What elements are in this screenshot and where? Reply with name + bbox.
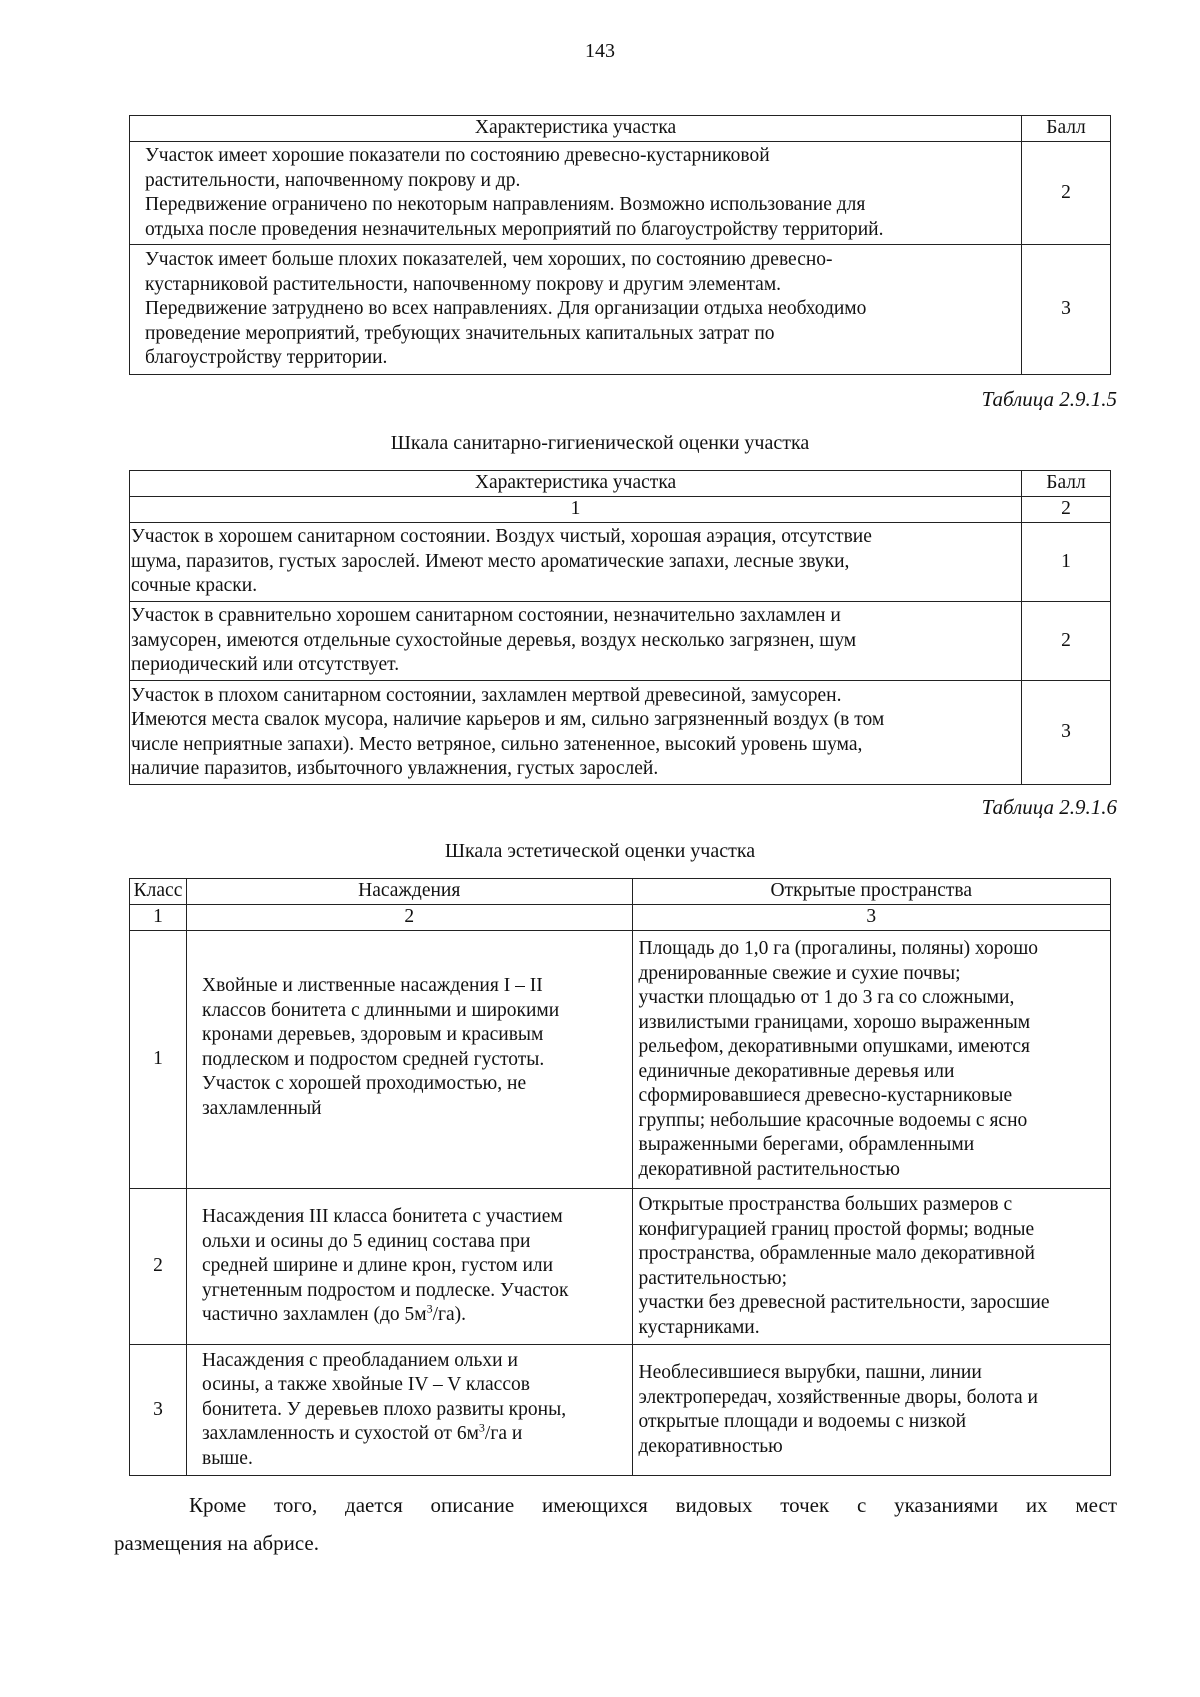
- score-cell: 2: [1022, 602, 1111, 681]
- column-number-row: [130, 497, 1111, 523]
- header-characteristic: Характеристика участка: [130, 471, 1022, 497]
- header-plantings: Насаждения: [186, 879, 632, 905]
- characteristic-cell: Участок в сравнительно хорошем санитарном состоянии, незначительно захламлен и замусорен, имеются отдельные сухостойные деревья, воздух несколько загрязнен, шум периодический или отсутствует.: [130, 602, 1022, 681]
- table-header-row: [130, 116, 1111, 142]
- table-header-row: [130, 471, 1111, 497]
- page-number: 143: [585, 40, 615, 62]
- table-row: [130, 142, 1111, 245]
- table-continuation: [129, 115, 1111, 375]
- plantings-cell: Хвойные и лиственные насаждения I – II классов бонитета с длинными и широкими кронами деревьев, здоровым и красивым подлеском и подростом средней густоты. Участок с хорошей проходимостью, не захламленный: [186, 931, 632, 1189]
- table-row: [130, 245, 1111, 375]
- header-score: Балл: [1022, 471, 1111, 497]
- table-title: Шкала эстетической оценки участка: [444, 840, 756, 862]
- header-open-spaces: Открытые пространства: [632, 879, 1111, 905]
- class-cell: 1: [130, 931, 187, 1189]
- score-cell: 3: [1022, 245, 1111, 375]
- score-cell: 3: [1022, 681, 1111, 785]
- characteristic-cell: Участок имеет хорошие показатели по состоянию древесно-кустарниковой растительности, напочвенному покрову и др. Передвижение ограничено по некоторым направлениям. Возможно использование для отдыха после проведения незначительных мероприятий по благоустройству территорий.: [130, 142, 1022, 245]
- column-number: 1: [130, 497, 1022, 523]
- header-score: Балл: [1022, 116, 1111, 142]
- table-caption: Таблица 2.9.1.5: [981, 387, 1117, 411]
- plantings-cell: Насаждения с преобладанием ольхи и осины, а также хвойные IV – V классов бонитета. У деревьев плохо развиты кроны, захламленность и сухостой от $6м^3/га$ и выше.: [186, 1345, 632, 1476]
- open-spaces-cell: Открытые пространства больших размеров с конфигурацией границ простой формы; водные пространства, обрамленные мало декоративной растительностью; участки без древесной растительности, заросшие кустарниками.: [632, 1189, 1111, 1345]
- table-row: [130, 1345, 1111, 1476]
- table-row: [130, 931, 1111, 1189]
- header-characteristic: Характеристика участка: [130, 116, 1022, 142]
- open-spaces-cell: Площадь до 1,0 га (прогалины, поляны) хорошо дренированные свежие и сухие почвы; участки площадью от 1 до 3 га со сложными, извилистыми границами, хорошо выраженным рельефом, декоративными опушками, имеются единичные декоративные деревья или сформировавшиеся древесно-кустарниковые группы; небольшие красочные водоемы с ясно выраженными берегами, обрамленными декоративной растительностью: [632, 931, 1111, 1189]
- body-paragraph: Кроме того, дается описание имеющихся видовых точек с указаниями их мест размещения на абрисе.: [114, 1493, 1117, 1555]
- open-spaces-cell: Необлесившиеся вырубки, пашни, линии электропередач, хозяйственные дворы, болота и открытые площади и водоемы с низкой декоративностью: [632, 1345, 1111, 1476]
- table-sanitary-scale: [129, 470, 1111, 785]
- class-cell: 3: [130, 1345, 187, 1476]
- column-number: 1: [130, 905, 187, 931]
- plantings-cell: Насаждения III класса бонитета с участием ольхи и осины до 5 единиц состава при средней ширине и длине крон, густом или угнетенным подростом и подлеске. Участок частично захламлен (до $5м^3/га$).: [186, 1189, 632, 1345]
- table-aesthetic-scale: [129, 878, 1111, 1476]
- header-class: Класс: [130, 879, 187, 905]
- column-number: 2: [186, 905, 632, 931]
- characteristic-cell: Участок в плохом санитарном состоянии, захламлен мертвой древесиной, замусорен. Имеются места свалок мусора, наличие карьеров и ям, сильно загрязненный воздух (в том числе неприятные запахи). Место ветряное, сильно затененное, высокий уровень шума, наличие паразитов, избыточного увлажнения, густых зарослей.: [130, 681, 1022, 785]
- column-number: 2: [1022, 497, 1111, 523]
- table-row: [130, 523, 1111, 602]
- characteristic-cell: Участок в хорошем санитарном состоянии. Воздух чистый, хорошая аэрация, отсутствие шума, паразитов, густых зарослей. Имеют место ароматические запахи, лесные звуки, сочные краски.: [130, 523, 1022, 602]
- score-cell: 2: [1022, 142, 1111, 245]
- table-title: Шкала санитарно-гигиенической оценки участка: [390, 432, 810, 454]
- table-row: [130, 602, 1111, 681]
- table-row: [130, 681, 1111, 785]
- table-header-row: [130, 879, 1111, 905]
- table-caption: Таблица 2.9.1.6: [981, 795, 1117, 819]
- table-row: [130, 1189, 1111, 1345]
- column-number: 3: [632, 905, 1111, 931]
- class-cell: 2: [130, 1189, 187, 1345]
- characteristic-cell: Участок имеет больше плохих показателей, чем хороших, по состоянию древесно- кустарниковой растительности, напочвенному покрову и другим элементам. Передвижение затруднено во всех направлениях. Для организации отдыха необходимо проведение мероприятий, требующих значительных капитальных затрат по благоустройству территории.: [130, 245, 1022, 375]
- column-number-row: [130, 905, 1111, 931]
- score-cell: 1: [1022, 523, 1111, 602]
